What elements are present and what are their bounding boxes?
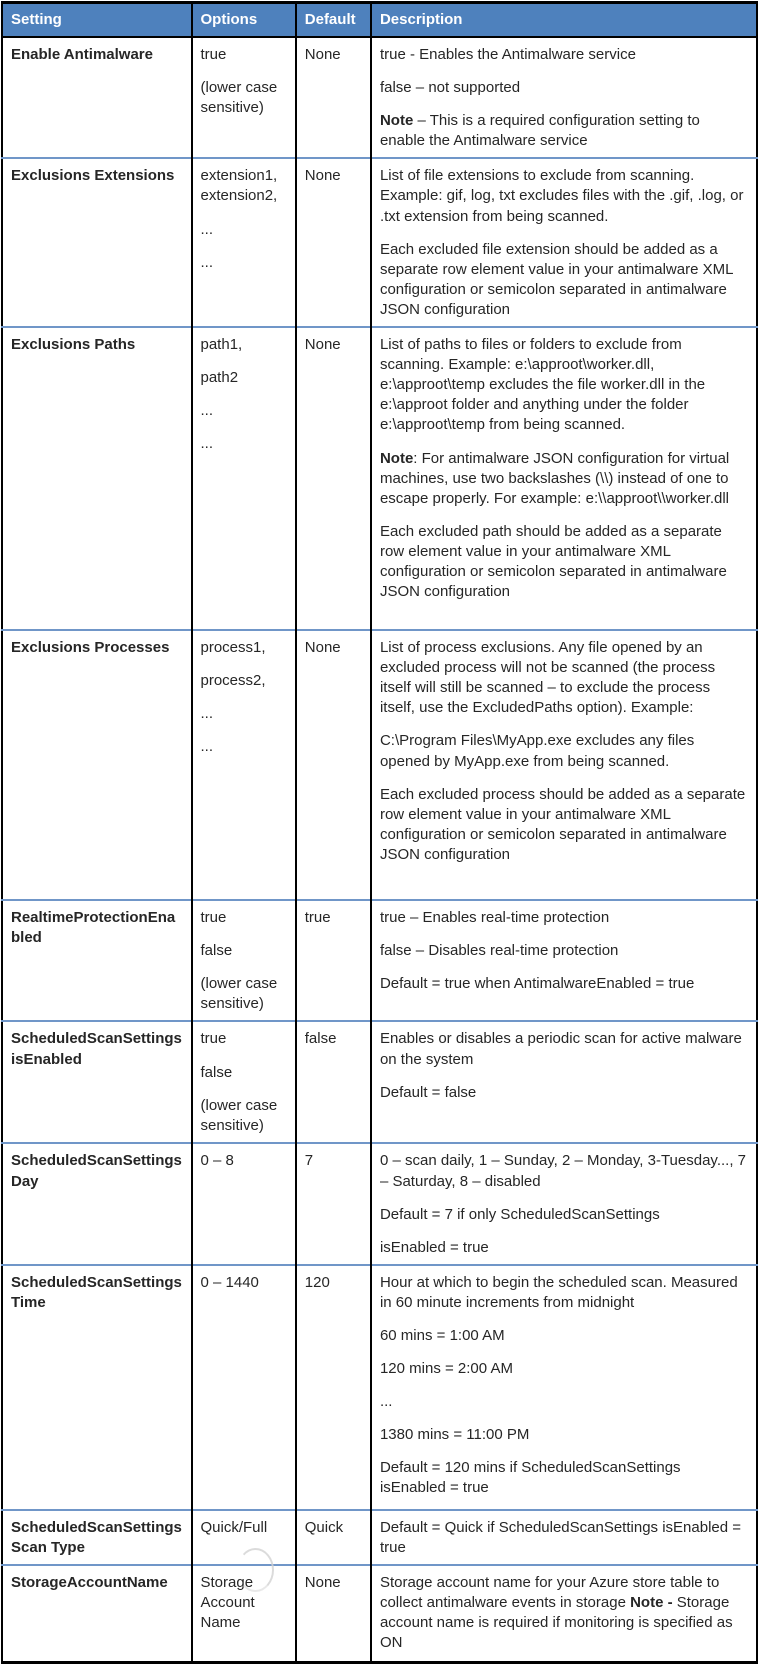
table-row	[2, 900, 757, 1021]
description-paragraph: ...	[379, 1393, 393, 1411]
default-value: None	[304, 167, 341, 185]
description-cell	[371, 1021, 757, 1143]
option-value: (lower case sensitive)	[200, 79, 278, 117]
default-cell	[296, 327, 371, 630]
setting-name: Exclusions Extensions	[11, 167, 175, 185]
description-paragraph: Each excluded path should be added as a separate row element value in your antimalware XML configuration or semicolon separated in antimalware JSON configuration	[379, 522, 727, 601]
option-value: false	[200, 1063, 233, 1081]
setting-name: ScheduledScanSettings Scan Type	[11, 1518, 182, 1556]
description-paragraph: isEnabled = true	[379, 1238, 489, 1256]
option-value: ...	[200, 253, 214, 271]
table-row	[2, 1565, 757, 1663]
options-cell	[192, 158, 296, 327]
option-value: ...	[200, 435, 214, 453]
default-cell	[296, 1021, 371, 1143]
setting-cell	[2, 1565, 192, 1663]
header-row	[2, 3, 757, 38]
options-cell	[192, 1143, 296, 1264]
option-value: true	[200, 46, 227, 63]
description-cell	[371, 1510, 757, 1565]
column-header-options: Options	[192, 3, 296, 38]
default-cell	[296, 158, 371, 327]
description-paragraph: Storage account name for your Azure store table to collect antimalware events in storage Note - Storage account name is required if monitoring is specified as ON	[379, 1573, 733, 1652]
setting-name: ScheduledScanSettings isEnabled	[11, 1030, 182, 1068]
description-paragraph: List of paths to files or folders to exclude from scanning. Example: e:\approot\worker.dll, e:\approot\temp excludes the file worker.dll in the e:\approot folder and anything under the folder e:\approot\temp from being scanned.	[379, 336, 706, 434]
option-value: ...	[200, 402, 214, 420]
description-cell	[371, 1265, 757, 1510]
description-paragraph: Default = 120 mins if ScheduledScanSettings isEnabled = true	[379, 1459, 681, 1497]
description-paragraph: Default = false	[379, 1083, 477, 1101]
default-value: false	[304, 1030, 337, 1048]
options-cell	[192, 1565, 296, 1663]
description-cell	[371, 1565, 757, 1663]
option-value: process1,	[200, 639, 266, 657]
options-cell	[192, 1021, 296, 1143]
table-row	[2, 630, 757, 900]
setting-cell	[2, 1265, 192, 1510]
default-value: None	[304, 46, 341, 63]
antimalware-settings-table-container	[1, 1, 758, 1664]
setting-cell	[2, 1510, 192, 1565]
default-value: None	[304, 336, 341, 354]
table-header	[2, 3, 757, 38]
description-cell	[371, 327, 757, 630]
table-row	[2, 327, 757, 630]
setting-cell	[2, 900, 192, 1021]
antimalware-settings-table	[1, 1, 758, 1664]
options-cell	[192, 37, 296, 158]
option-value: ...	[200, 220, 214, 238]
setting-cell	[2, 327, 192, 630]
default-value: Quick	[304, 1518, 344, 1536]
table-row	[2, 1021, 757, 1143]
options-cell	[192, 327, 296, 630]
description-paragraph: Note: For antimalware JSON configuration for virtual machines, use two backslashes (\\) instead of one to escape properly. For example: e:\\approot\\worker.dll	[379, 449, 730, 507]
setting-name: ScheduledScanSettings Day	[11, 1152, 182, 1190]
default-cell	[296, 630, 371, 900]
default-value: 7	[304, 1152, 314, 1170]
description-paragraph: List of process exclusions. Any file opened by an excluded process will not be scanned (the process itself will still be scanned – to exclude the process itself, use the ExcludedPaths option). Example:	[379, 639, 716, 717]
table-body	[2, 37, 757, 1663]
option-value: ...	[200, 705, 214, 723]
default-value: None	[304, 639, 341, 657]
description-paragraph: Default = Quick if ScheduledScanSettings isEnabled = true	[379, 1518, 742, 1556]
description-paragraph: Hour at which to begin the scheduled scan. Measured in 60 minute increments from midnight	[379, 1273, 738, 1311]
table-row	[2, 1265, 757, 1510]
option-value: extension1, extension2,	[200, 167, 278, 205]
table-row	[2, 1143, 757, 1264]
setting-name: ScheduledScanSettings Time	[11, 1273, 182, 1311]
default-cell	[296, 1265, 371, 1510]
setting-name: Enable Antimalware	[11, 46, 153, 63]
description-paragraph: 1380 mins = 11:00 PM	[379, 1426, 530, 1444]
default-value: 120	[304, 1273, 330, 1291]
option-value: process2,	[200, 672, 266, 690]
description-paragraph: List of file extensions to exclude from scanning. Example: gif, log, txt excludes files with the .gif, .log, or .txt extension from being scanned.	[379, 167, 744, 225]
description-cell	[371, 900, 757, 1021]
option-value: Quick/Full	[200, 1518, 268, 1536]
default-cell	[296, 37, 371, 158]
description-paragraph: Each excluded process should be added as a separate row element value in your antimalware XML configuration or semicolon separated in antimalware JSON configuration	[379, 785, 746, 863]
options-cell	[192, 900, 296, 1021]
options-cell	[192, 1265, 296, 1510]
option-value: (lower case sensitive)	[200, 975, 278, 1013]
description-paragraph: Default = true when AntimalwareEnabled = true	[379, 975, 695, 993]
default-value: None	[304, 1573, 341, 1591]
description-paragraph: C:\Program Files\MyApp.exe excludes any files opened by MyApp.exe from being scanned.	[379, 732, 695, 770]
option-value: false	[200, 942, 233, 960]
setting-cell	[2, 1143, 192, 1264]
column-header-description: Description	[371, 3, 757, 38]
table-row	[2, 37, 757, 158]
option-value: (lower case sensitive)	[200, 1096, 278, 1134]
description-cell	[371, 37, 757, 158]
option-value: ...	[200, 738, 214, 756]
description-paragraph: Note – This is a required configuration setting to enable the Antimalware service	[379, 112, 700, 150]
default-value: true	[304, 909, 331, 927]
option-value: 0 – 1440	[200, 1273, 259, 1291]
options-cell	[192, 1510, 296, 1565]
setting-cell	[2, 158, 192, 327]
description-paragraph: Enables or disables a periodic scan for active malware on the system	[379, 1030, 742, 1068]
description-paragraph: false – Disables real-time protection	[379, 942, 619, 960]
default-cell	[296, 1143, 371, 1264]
description-paragraph: 60 mins = 1:00 AM	[379, 1326, 505, 1344]
description-paragraph: true - Enables the Antimalware service	[379, 46, 636, 63]
description-paragraph: 0 – scan daily, 1 – Sunday, 2 – Monday, 3-Tuesday..., 7 – Saturday, 8 – disabled	[379, 1152, 746, 1190]
default-cell	[296, 1565, 371, 1663]
default-cell	[296, 1510, 371, 1565]
option-value: true	[200, 1030, 227, 1048]
table-row	[2, 158, 757, 327]
setting-name: Exclusions Paths	[11, 336, 136, 354]
description-paragraph: Each excluded file extension should be added as a separate row element value in your antimalware XML configuration or semicolon separated in antimalware JSON configuration	[379, 240, 733, 318]
description-cell	[371, 158, 757, 327]
description-cell	[371, 630, 757, 900]
option-value: Storage Account Name	[200, 1573, 255, 1632]
option-value: path1,	[200, 336, 243, 354]
option-value: true	[200, 909, 227, 927]
setting-cell	[2, 630, 192, 900]
description-cell	[371, 1143, 757, 1264]
setting-name: Exclusions Processes	[11, 639, 170, 657]
default-cell	[296, 900, 371, 1021]
description-paragraph: true – Enables real-time protection	[379, 909, 610, 927]
description-paragraph: Default = 7 if only ScheduledScanSettings	[379, 1205, 660, 1223]
column-header-setting: Setting	[2, 3, 192, 38]
description-paragraph: false – not supported	[379, 79, 521, 97]
options-cell	[192, 630, 296, 900]
option-value: 0 – 8	[200, 1152, 234, 1170]
column-header-default: Default	[296, 3, 371, 38]
option-value: path2	[200, 369, 239, 387]
description-paragraph: 120 mins = 2:00 AM	[379, 1360, 513, 1378]
table-row	[2, 1510, 757, 1565]
setting-name: RealtimeProtectionEnabled	[11, 909, 176, 947]
setting-name: StorageAccountName	[11, 1573, 168, 1591]
setting-cell	[2, 1021, 192, 1143]
setting-cell	[2, 37, 192, 158]
